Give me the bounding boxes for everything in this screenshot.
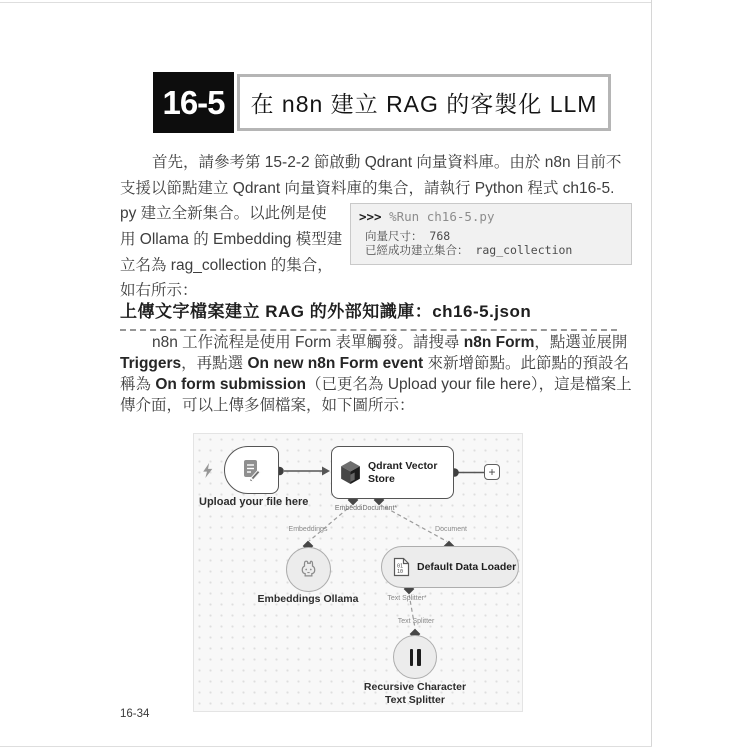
- port-label-embedding-document: EmbeddiDocument*: [334, 505, 398, 512]
- trigger-node-label: Upload your file here: [199, 496, 309, 508]
- shell-output-line: 已經成功建立集合： rag_collection: [365, 243, 573, 257]
- port-label-document: Document: [435, 526, 467, 533]
- port-label-text-splitter-required: Text Splitter*: [387, 595, 427, 602]
- paragraph-line: 如右所示：: [120, 282, 198, 300]
- shell-command: %Run ch16-5.py: [389, 209, 495, 224]
- paragraph-line: py 建立全新集合。以此例是使: [120, 205, 327, 222]
- lightning-bolt-icon: [201, 463, 214, 478]
- section-number-badge: 16-5: [153, 72, 234, 133]
- n8n-workflow-diagram: [193, 433, 523, 712]
- page-edge-right: [651, 0, 652, 747]
- paragraph-line: 用 Ollama 的 Embedding 模型建: [120, 230, 343, 248]
- port-label-embeddings: Embeddings: [288, 526, 328, 533]
- shell-command-line: [359, 209, 623, 224]
- paragraph-line: 支援以節點建立 Qdrant 向量資料庫的集合，請執行 Python 程式 ch16-5.: [120, 179, 615, 197]
- binary-document-icon: [393, 557, 410, 577]
- page-number: 16-34: [120, 708, 150, 720]
- paragraph-line: 稱為 On form submission（已更名為 Upload your file here），這是檔案上: [120, 376, 632, 393]
- node-form-trigger: [224, 446, 279, 494]
- qdrant-cube-icon: [340, 460, 361, 485]
- shell-prompt: >>>: [359, 209, 382, 224]
- paragraph-line: 立名為 rag_collection 的集合，: [120, 256, 333, 274]
- port-label-text-splitter: Text Splitter: [397, 618, 435, 625]
- subsection-heading: 上傳文字檔案建立 RAG 的外部知識庫：ch16-5.json: [120, 297, 617, 331]
- intro-paragraph-left-column: [120, 201, 352, 304]
- workflow-paragraph: [120, 332, 635, 416]
- paragraph-line: Triggers，再點選 On new n8n Form event 來新增節點。此節點的預設名: [120, 355, 629, 372]
- add-node-button: +: [484, 464, 500, 480]
- form-pencil-icon: [240, 458, 264, 482]
- pause-bars-icon: [410, 649, 421, 666]
- section-title: 在 n8n 建立 RAG 的客製化 LLM: [250, 91, 598, 117]
- paragraph-line: 首先，請參考第 15-2-2 節啟動 Qdrant 向量資料庫。由於 n8n 目前不: [152, 154, 622, 171]
- intro-paragraph-full: [120, 150, 635, 201]
- node-recursive-splitter: [393, 635, 437, 679]
- splitter-node-label: Recursive Character Text Splitter: [363, 681, 467, 706]
- section-title-box: [237, 74, 611, 131]
- ollama-node-label: Embeddings Ollama: [257, 593, 359, 605]
- python-shell-box: [350, 203, 632, 265]
- page-edge-top: [0, 2, 652, 3]
- node-qdrant-vector-store: [331, 446, 454, 499]
- page-edge-bottom: [0, 746, 652, 747]
- shell-output-line: 向量尺寸： 768: [365, 229, 451, 243]
- loader-node-label: Default Data Loader: [417, 561, 517, 573]
- llama-icon: [297, 558, 320, 581]
- node-default-data-loader: [381, 546, 519, 588]
- svg-text:10: 10: [397, 569, 404, 575]
- svg-text:01: 01: [397, 563, 404, 570]
- paragraph-line: 傳介面，可以上傳多個檔案，如下圖所示：: [120, 397, 415, 414]
- paragraph-line: n8n 工作流程是使用 Form 表單觸發。請搜尋 n8n Form，點選並展開: [152, 334, 628, 351]
- node-embeddings-ollama: [286, 547, 331, 592]
- qdrant-node-label: Qdrant Vector Store: [368, 459, 438, 485]
